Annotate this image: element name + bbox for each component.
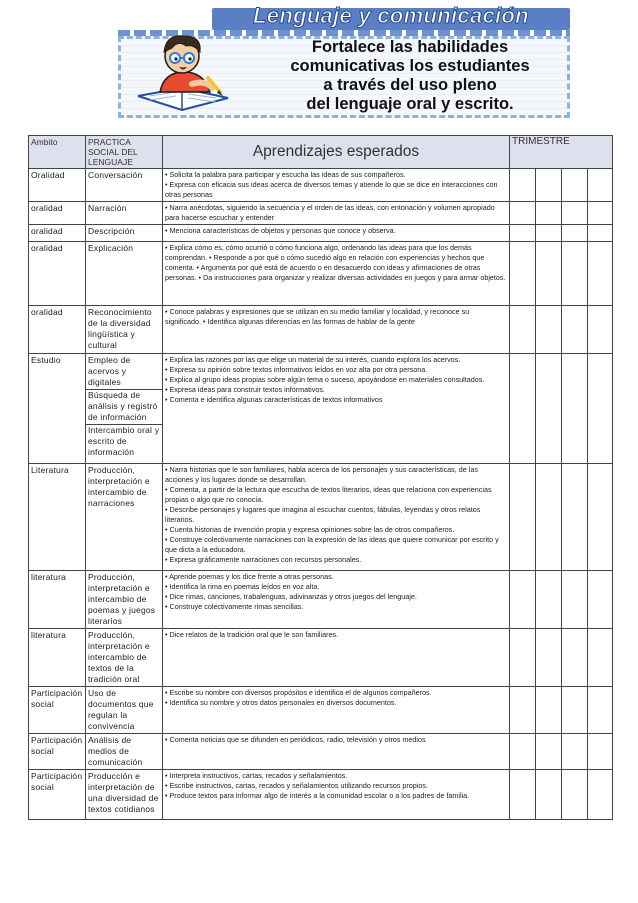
aprendizajes-cell — [163, 354, 510, 464]
table-row — [29, 225, 613, 242]
practica-item: Conversación — [88, 170, 143, 180]
trimestre-check-cell[interactable] — [536, 202, 562, 225]
trimestre-check-cell[interactable] — [510, 242, 536, 306]
trimestre-check-cell[interactable] — [588, 225, 613, 242]
ambito-cell: literatura — [29, 571, 86, 629]
trimestre-check-cell[interactable] — [588, 354, 613, 464]
banner-line: del lenguaje oral y escrito. — [306, 95, 514, 113]
aprendizajes-cell — [163, 770, 510, 820]
trimestre-check-cell[interactable] — [536, 571, 562, 629]
banner — [0, 0, 638, 128]
practica-item: Producción, interpretación e intercambio de poemas y juegos literarios — [88, 572, 156, 626]
learning-plan-table — [28, 135, 613, 820]
table-row — [29, 770, 613, 820]
trimestre-check-cell[interactable] — [588, 687, 613, 734]
trimestre-check-cell[interactable] — [536, 354, 562, 464]
trimestre-check-cell[interactable] — [536, 464, 562, 571]
aprendizajes-cell — [163, 242, 510, 306]
aprendizaje-item: • Aprende poemas y los dice frente a otras personas. — [165, 572, 334, 581]
aprendizajes-cell — [163, 687, 510, 734]
practica-item: Empleo de acervos y digitales — [86, 355, 162, 390]
table-body — [29, 169, 613, 820]
trimestre-check-cell[interactable] — [536, 734, 562, 770]
ambito-cell: Participación social — [29, 770, 86, 820]
banner-title: Lenguaje y comunicación — [253, 3, 529, 28]
aprendizajes-cell — [163, 225, 510, 242]
table-row — [29, 629, 613, 687]
trimestre-check-cell[interactable] — [510, 169, 536, 202]
trimestre-check-cell[interactable] — [510, 571, 536, 629]
trimestre-check-cell[interactable] — [510, 629, 536, 687]
practica-item: Búsqueda de análisis y registró de información — [86, 390, 162, 425]
practica-item: Intercambio oral y escrito de información — [88, 425, 160, 457]
table-row — [29, 734, 613, 770]
trimestre-check-cell[interactable] — [510, 306, 536, 354]
table-row — [29, 464, 613, 571]
aprendizaje-item: • Solicita la palabra para participar y escucha las ideas de sus compañeros. — [165, 170, 406, 179]
table-row — [29, 687, 613, 734]
aprendizaje-item: • Escribe instructivos, cartas, recados y señalamientos utilizando recursos propios. — [165, 781, 428, 790]
trimestre-check-cell[interactable] — [562, 225, 588, 242]
banner-line: comunicativas los estudiantes — [290, 57, 530, 75]
practica-item: Producción, interpretación e intercambio de narraciones — [88, 465, 150, 508]
trimestre-check-cell[interactable] — [562, 464, 588, 571]
practica-cell — [86, 354, 163, 464]
practica-item: Descripción — [88, 226, 135, 236]
aprendizaje-item: • Produce textos para informar algo de interés a la comunidad escolar o a los padres de familia. — [165, 791, 470, 800]
practica-cell — [86, 770, 163, 820]
header-practica: PRACTICA SOCIAL DEL LENGUAJE — [86, 136, 163, 169]
practica-item: Análisis de medios de comunicación — [88, 735, 143, 767]
aprendizaje-item: • Identifica la rima en poemas leídos en voz alta. — [165, 582, 320, 591]
aprendizaje-item: • Dice rimas, canciones, trabalenguas, adivinanzas y otros juegos del lenguaje. — [165, 592, 417, 601]
aprendizaje-item: • Narra historias que le son familiares, habla acerca de los personajes y sus características, de las acciones y los lugares donde se desarrollan. — [165, 465, 478, 484]
aprendizaje-item: • Cuenta historias de invención propia y expresa opiniones sobre las de otros compañeros. — [165, 525, 455, 534]
trimestre-check-cell[interactable] — [588, 202, 613, 225]
aprendizajes-cell — [163, 306, 510, 354]
practica-cell — [86, 629, 163, 687]
trimestre-check-cell[interactable] — [510, 225, 536, 242]
aprendizajes-cell — [163, 202, 510, 225]
practica-cell — [86, 225, 163, 242]
practica-cell — [86, 571, 163, 629]
trimestre-check-cell[interactable] — [562, 354, 588, 464]
practica-item: Producción, interpretación e intercambio de textos de la tradición oral — [88, 630, 150, 684]
trimestre-check-cell[interactable] — [562, 734, 588, 770]
trimestre-check-cell[interactable] — [510, 354, 536, 464]
trimestre-check-cell[interactable] — [510, 734, 536, 770]
practica-item: Explicación — [88, 243, 134, 253]
table-header-row — [29, 136, 613, 169]
aprendizaje-item: • Explica cómo es, cómo ocurrió o cómo funciona algo, ordenando las ideas para que los demás comprendan. • Responde a por qué o cómo sucedió algo en relación con experiencias y hechos que comenta. • Argumenta por qué está de acuerdo o en desacuerdo con ideas y afirmaciones de otras personas. • Da instrucciones para organizar y realizar diversas actividades en juegos y para armar objetos. — [165, 243, 506, 282]
table-row — [29, 202, 613, 225]
aprendizaje-item: • Expresa ideas para construir textos informativos. — [165, 385, 325, 394]
trimestre-check-cell[interactable] — [536, 169, 562, 202]
ambito-cell: Literatura — [29, 464, 86, 571]
aprendizaje-item: • Narra anécdotas, siguiendo la secuencia y el orden de las ideas, con entonación y volumen apropiado para hacerse escuchar y entender — [165, 203, 495, 222]
trimestre-check-cell[interactable] — [510, 464, 536, 571]
trimestre-check-cell[interactable] — [536, 687, 562, 734]
header-aprendizajes: Aprendizajes esperados — [163, 136, 510, 169]
trimestre-check-cell[interactable] — [536, 225, 562, 242]
trimestre-check-cell[interactable] — [562, 687, 588, 734]
trimestre-check-cell[interactable] — [562, 306, 588, 354]
ambito-cell: Estudio — [29, 354, 86, 464]
trimestre-check-cell[interactable] — [562, 629, 588, 687]
aprendizaje-item: • Construye colectivamente narraciones con la expresión de las ideas que quiere comunicar por escrito y que dicta a la educadora. — [165, 535, 499, 554]
aprendizaje-item: • Interpreta instructivos, cartas, recados y señalamientos. — [165, 771, 348, 780]
ambito-cell: literatura — [29, 629, 86, 687]
aprendizaje-item: • Describe personajes y lugares que imagina al escuchar cuentos, fábulas, leyendas y otros relatos literarios. — [165, 505, 481, 524]
aprendizajes-cell — [163, 169, 510, 202]
practica-cell — [86, 202, 163, 225]
aprendizajes-cell — [163, 629, 510, 687]
practica-item: Narración — [88, 203, 127, 213]
aprendizaje-item: • Explica las razones por las que elige un material de su interés, cuando explora los acervos. — [165, 355, 461, 364]
trimestre-check-cell[interactable] — [588, 306, 613, 354]
aprendizaje-item: • Comenta noticias que se difunden en periódicos, radio, televisión y otros medios — [165, 735, 426, 744]
trimestre-check-cell[interactable] — [562, 242, 588, 306]
ambito-cell: Participación social — [29, 734, 86, 770]
trimestre-check-cell[interactable] — [562, 770, 588, 820]
aprendizaje-item: • Expresa con eficacia sus ideas acerca de diversos temas y atiende lo que se dice en interacciones con otras personas — [165, 180, 498, 199]
practica-item: Uso de documentos que regulan la convivencia — [88, 688, 154, 731]
trimestre-check-cell[interactable] — [588, 770, 613, 820]
student-writing-illustration — [120, 18, 250, 124]
ambito-cell: oralidad — [29, 306, 86, 354]
trimestre-check-cell[interactable] — [562, 202, 588, 225]
ambito-cell: oralidad — [29, 242, 86, 306]
trimestre-check-cell[interactable] — [510, 687, 536, 734]
banner-slogan — [265, 38, 555, 114]
aprendizajes-cell — [163, 464, 510, 571]
trimestre-check-cell[interactable] — [510, 770, 536, 820]
aprendizaje-item: • Escribe su nombre con diversos propósitos e identifica el de algunos compañeros. — [165, 688, 432, 697]
trimestre-check-cell[interactable] — [588, 169, 613, 202]
practica-cell — [86, 169, 163, 202]
ambito-cell: oralidad — [29, 225, 86, 242]
aprendizaje-item: • Dice relatos de la tradición oral que le son familiares. — [165, 630, 339, 639]
trimestre-check-cell[interactable] — [536, 629, 562, 687]
aprendizaje-item: • Conoce palabras y expresiones que se utilizan en su medio familiar y localidad, y reconoce su significado. • Identifica algunas diferencias en las formas de hablar de la gente — [165, 307, 470, 326]
practica-item: Reconocimiento de la diversidad lingüística y cultural — [88, 307, 152, 350]
practica-item: Producción e interpretación de una diversidad de textos cotidianos — [88, 771, 159, 814]
practica-cell — [86, 306, 163, 354]
header-ambito: Ambito — [29, 136, 86, 169]
header-trimestre: TRIMESTRE — [510, 136, 613, 169]
trimestre-check-cell[interactable] — [510, 202, 536, 225]
banner-line: Fortalece las habilidades — [311, 38, 509, 56]
aprendizaje-item: • Identifica su nombre y otros datos personales en diversos documentos. — [165, 698, 397, 707]
aprendizaje-item: • Comenta e identifica algunas características de textos informativos — [165, 395, 383, 404]
trimestre-check-cell[interactable] — [562, 169, 588, 202]
aprendizaje-item: • Construye colectivamente rimas sencillas. — [165, 602, 304, 611]
practica-cell — [86, 242, 163, 306]
trimestre-check-cell[interactable] — [588, 629, 613, 687]
trimestre-check-cell[interactable] — [536, 306, 562, 354]
trimestre-check-cell[interactable] — [536, 770, 562, 820]
banner-line: a través del uso pleno — [323, 76, 497, 94]
aprendizaje-item: • Expresa gráficamente narraciones con recursos personales. — [165, 555, 362, 564]
practica-cell — [86, 734, 163, 770]
practica-cell — [86, 687, 163, 734]
trimestre-check-cell[interactable] — [536, 242, 562, 306]
ambito-cell: oralidad — [29, 202, 86, 225]
table-row — [29, 354, 613, 464]
trimestre-check-cell[interactable] — [588, 734, 613, 770]
aprendizaje-item: • Comenta, a partir de la lectura que escucha de textos literarios, ideas que relaciona con experiencias propias o algo que no conocía. — [165, 485, 492, 504]
ambito-cell: Participación social — [29, 687, 86, 734]
aprendizajes-cell — [163, 734, 510, 770]
table-row — [29, 242, 613, 306]
trimestre-check-cell[interactable] — [588, 464, 613, 571]
trimestre-check-cell[interactable] — [562, 571, 588, 629]
trimestre-check-cell[interactable] — [588, 571, 613, 629]
aprendizaje-item: • Explica al grupo ideas propias sobre algún tema o suceso, apoyándose en materiales consultados. — [165, 375, 485, 384]
trimestre-check-cell[interactable] — [588, 242, 613, 306]
ambito-cell: Oralidad — [29, 169, 86, 202]
table-row — [29, 306, 613, 354]
aprendizaje-item: • Expresa su opinión sobre textos informativos leídos en voz alta por otra persona. — [165, 365, 428, 374]
table-row — [29, 571, 613, 629]
aprendizaje-item: • Menciona características de objetos y personas que conoce y observa. — [165, 226, 396, 235]
table-row — [29, 169, 613, 202]
practica-cell — [86, 464, 163, 571]
aprendizajes-cell — [163, 571, 510, 629]
